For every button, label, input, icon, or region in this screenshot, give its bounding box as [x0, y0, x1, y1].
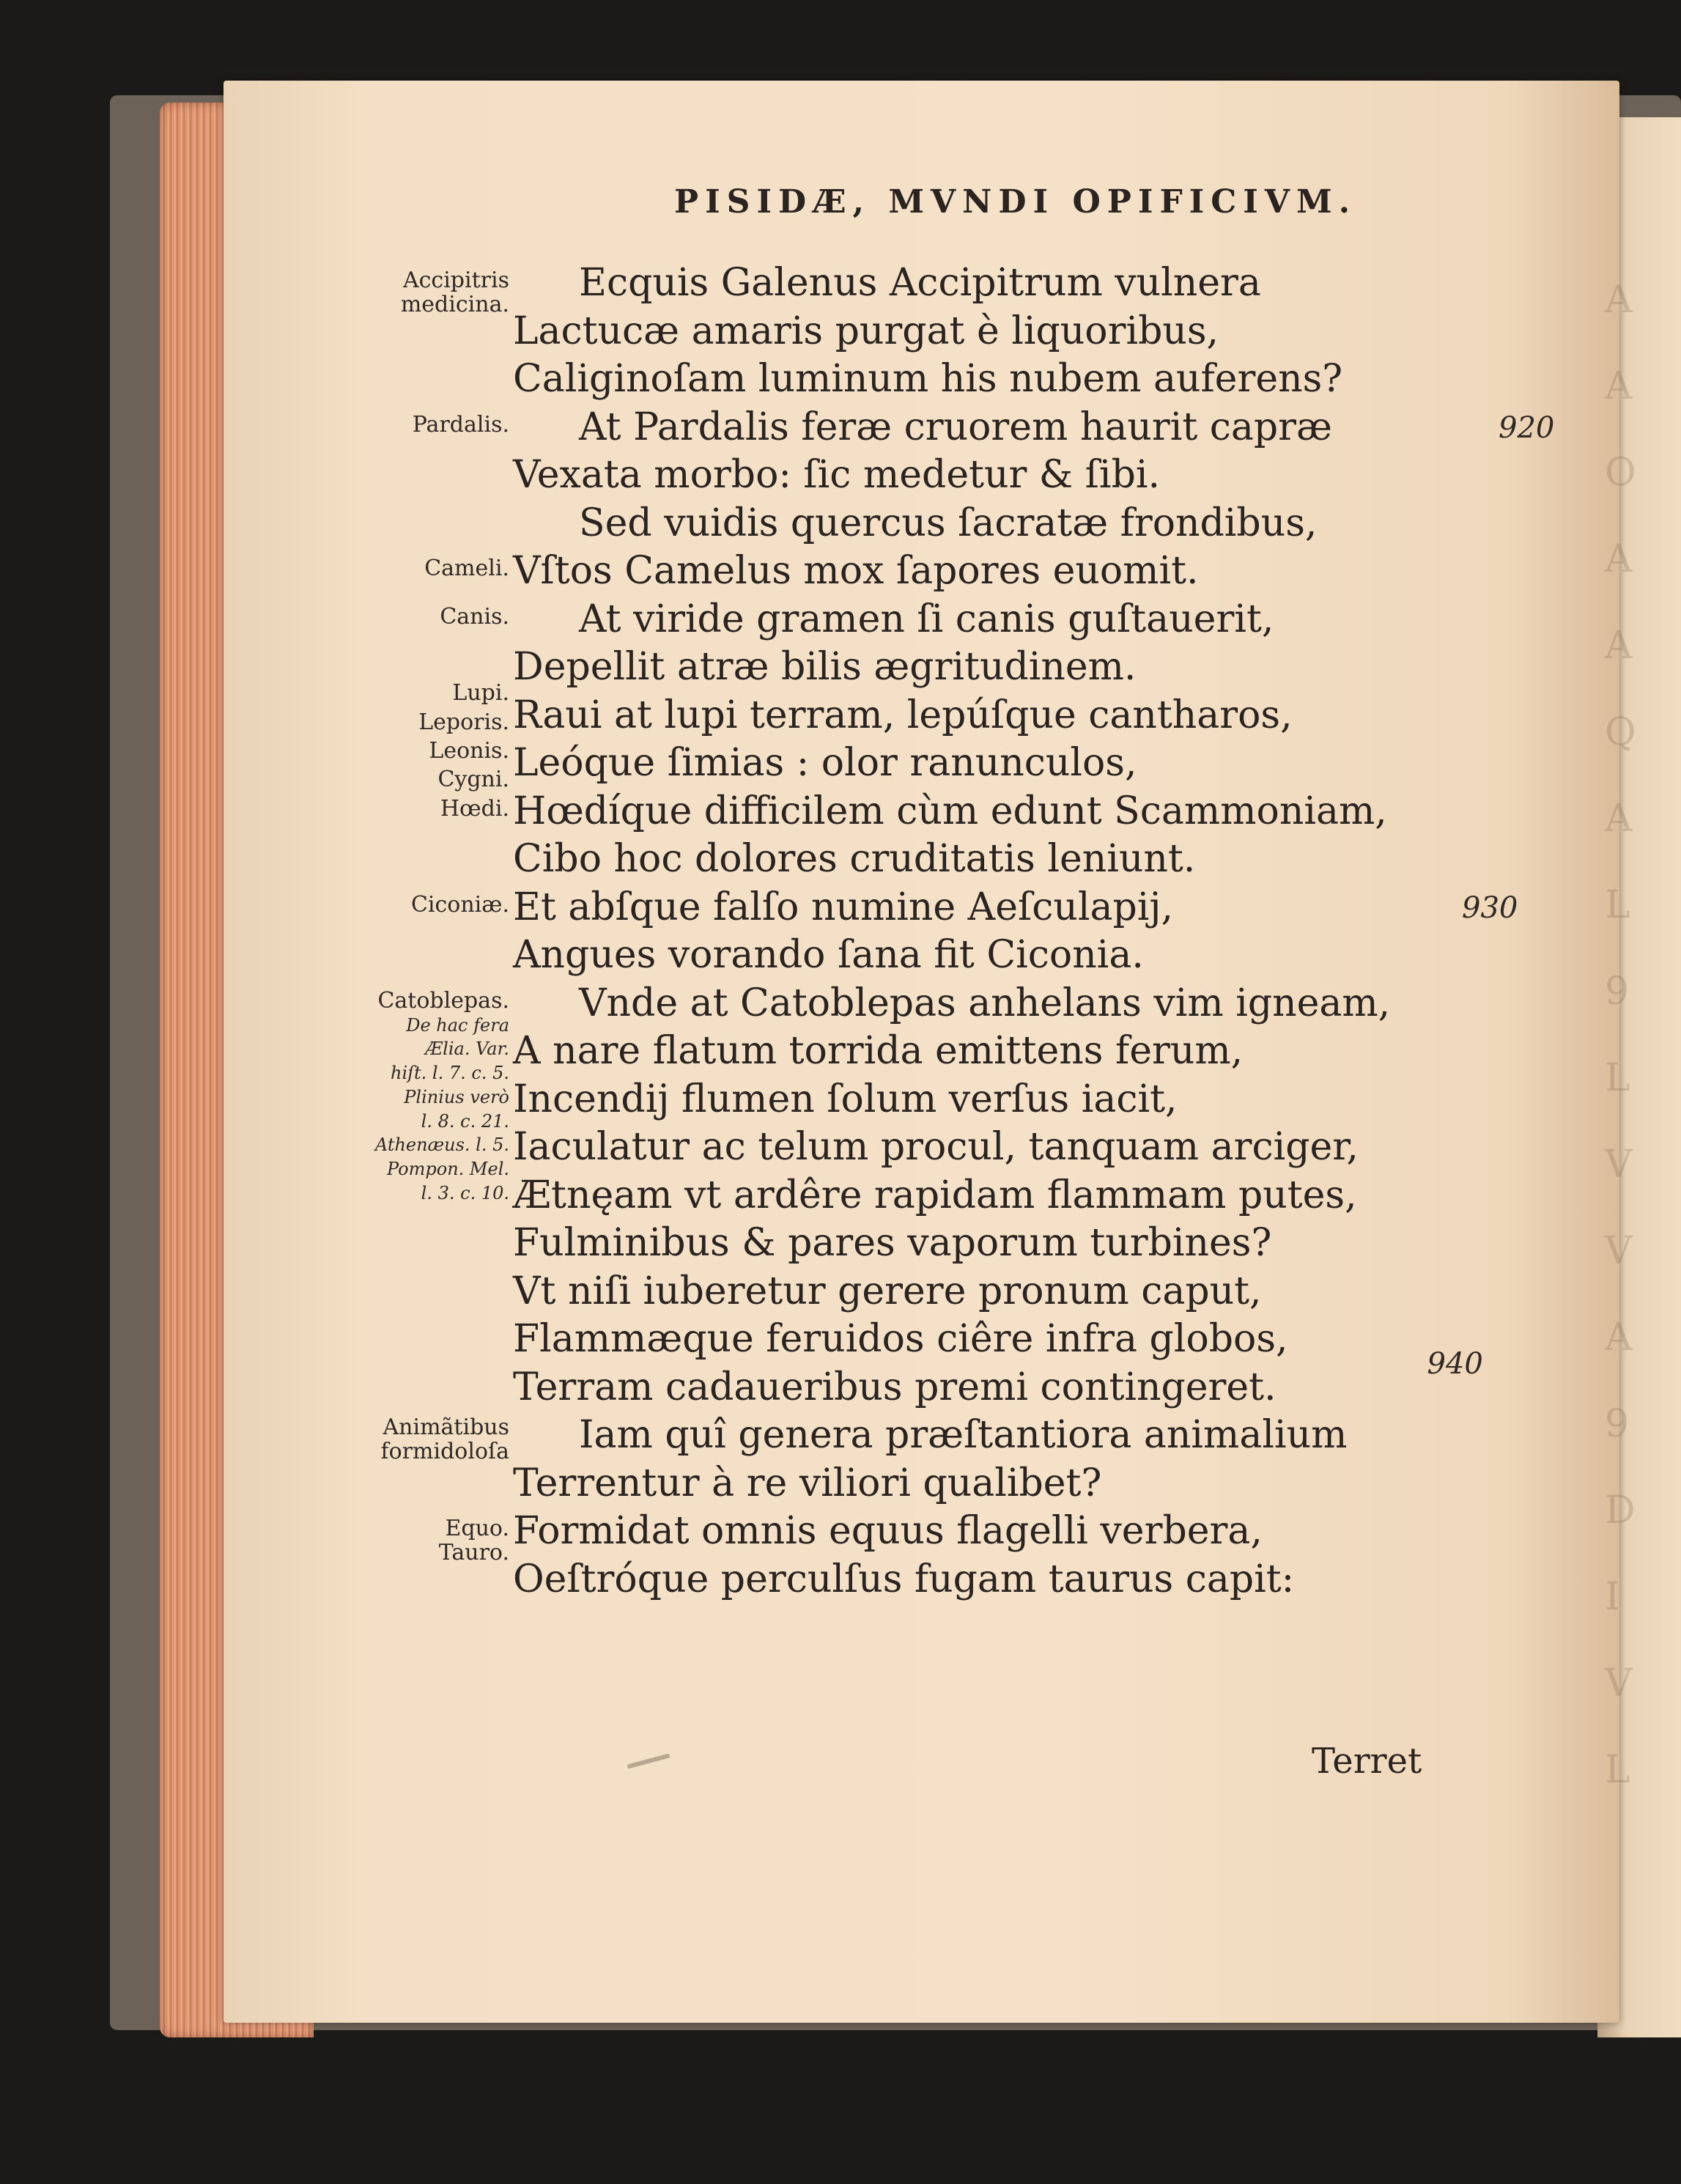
margin-note: Leporis. [418, 709, 509, 735]
verse-line: Flammæque feruidos ciêre infra globos, [513, 1317, 1288, 1361]
verse-line: Fulminibus & pares vaporum turbines? [513, 1221, 1272, 1265]
verse-line: Angues vorando ſana fit Ciconia. [513, 933, 1144, 977]
margin-note: Ælia. Var. [425, 1038, 509, 1060]
verse-line: Hœdíque difficilem cùm edunt Scammoniam, [513, 789, 1387, 833]
margin-note: Canis. [440, 603, 509, 630]
verse-line: Terram cadaueribus premi contingeret. [513, 1365, 1277, 1409]
verse-line: Lactucæ amaris purgat è liquoribus, [513, 309, 1219, 353]
verse-line: Vnde at Catoblepas anhelans vim igneam, [579, 981, 1391, 1025]
verse-line: Raui at lupi terram, lepúſque cantharos, [513, 693, 1293, 737]
margin-note: Pompon. Mel. [387, 1159, 509, 1180]
margin-note: Tauro. [438, 1539, 509, 1565]
verse-line: Sed vuidis quercus ſacratæ frondibus, [579, 501, 1318, 545]
running-head: PISIDÆ, MVNDI OPIFICIVM. [674, 183, 1357, 221]
verse-line: Caliginoſam luminum his nubem auferens? [513, 357, 1343, 401]
margin-note: Lupi. [452, 680, 509, 707]
margin-note: Pardalis. [412, 411, 509, 438]
margin-note: Equo. [445, 1516, 509, 1541]
margin-note: medicina. [400, 291, 509, 317]
margin-note: formidoloſa [380, 1439, 509, 1465]
verse-line: Depellit atræ bilis ægritudinem. [513, 645, 1137, 689]
margin-note: Cameli. [424, 556, 509, 581]
margin-note: Plinius verò [404, 1086, 509, 1107]
margin-note: Catoblepas. [377, 987, 509, 1014]
line-number: 920 [1499, 410, 1555, 445]
margin-note: Cygni. [437, 767, 509, 793]
margin-note: Ciconiæ. [410, 891, 509, 918]
verse-line: Ætnęam vt ardêre rapidam flammam putes, [513, 1173, 1357, 1217]
verse-line: Vexata morbo: ſic medetur & ſibi. [513, 453, 1161, 497]
verse-line: Leóque ſimias : olor ranunculos, [513, 741, 1137, 785]
verse-line: A nare flatum torrida emittens ferum, [513, 1029, 1244, 1073]
margin-note: Leonis. [429, 737, 509, 764]
verse-line: At Pardalis feræ cruorem haurit capræ [579, 405, 1332, 449]
verse-line: Cibo hoc dolores cruditatis leniunt. [513, 837, 1196, 881]
verse-line: Vt niſi iuberetur gerere pronum caput, [513, 1269, 1262, 1313]
verse-line: Iam quî genera præſtantiora animalium [579, 1413, 1348, 1457]
verse-line: Et abſque falſo numine Aeſculapij, [513, 885, 1174, 929]
line-number: 930 [1462, 890, 1518, 925]
margin-note: Animãtibus [383, 1414, 509, 1441]
verse-line: Oeſtróque perculſus fugam taurus capit: [513, 1557, 1295, 1601]
verse-line: Vſtos Camelus mox ſapores euomit. [513, 549, 1199, 593]
margin-note: hiſt. l. 7. c. 5. [391, 1063, 509, 1084]
margin-note: Hœdi. [440, 795, 509, 822]
margin-note: Athenæus. l. 5. [374, 1135, 509, 1156]
margin-note: Accipitris [402, 268, 509, 293]
verse-line: Terrentur à re viliori qualibet? [513, 1461, 1102, 1505]
margin-note: l. 3. c. 10. [421, 1182, 509, 1203]
verse-line: At viride gramen ſi canis guſtauerit, [579, 597, 1274, 641]
margin-note: l. 8. c. 21. [421, 1110, 509, 1132]
margin-note: De hac fera [406, 1014, 509, 1036]
line-number: 940 [1427, 1346, 1483, 1381]
verse-line: Ecquis Galenus Accipitrum vulnera [579, 261, 1261, 305]
verse-line: Formidat omnis equus flagelli verbera, [513, 1509, 1263, 1553]
verse-line: Incendij flumen ſolum verſus iacit, [513, 1077, 1178, 1121]
facing-page-bleed-through: A A O A A Q A L 9 L V V A 9 D I V L [1605, 278, 1636, 1792]
catchword: Terret [1312, 1741, 1422, 1782]
verse-line: Iaculatur ac telum procul, tanquam arciger, [513, 1125, 1359, 1169]
